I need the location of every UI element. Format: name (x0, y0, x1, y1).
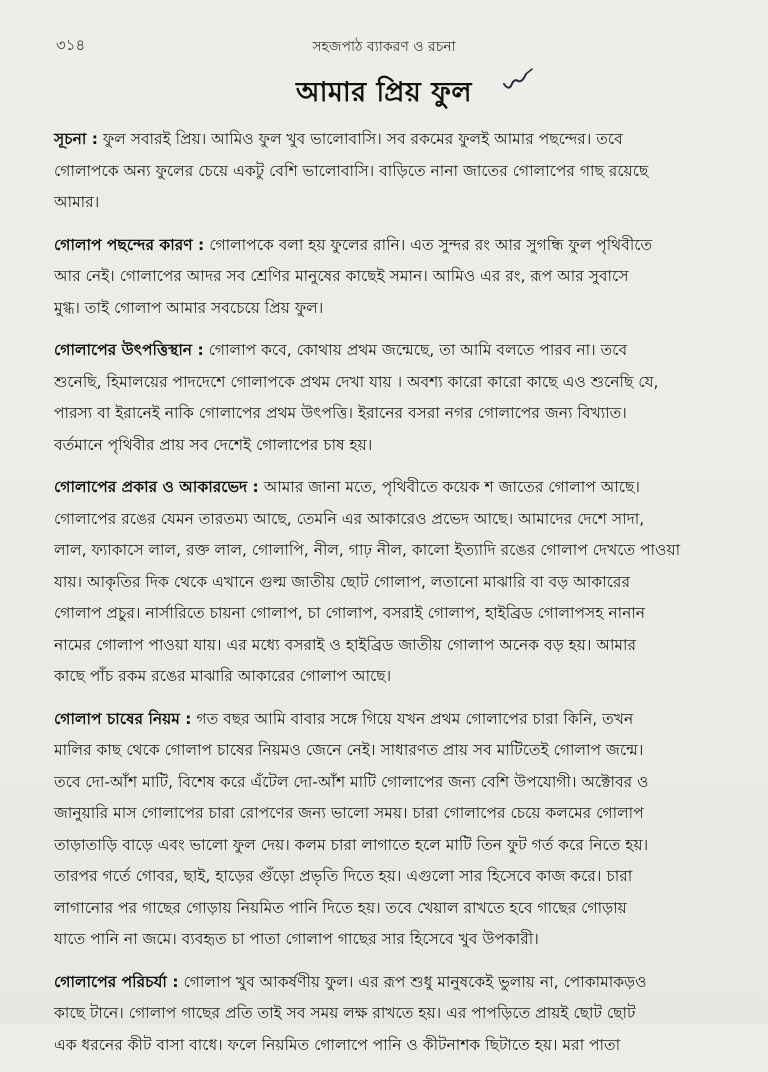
text-line: বর্তমানে পৃথিবীর প্রায় সব দেশেই গোলাপের চাষ হয়। (54, 435, 373, 454)
essay-body (54, 124, 730, 1072)
section-origin (54, 335, 730, 461)
section-heading: গোলাপের প্রকার ও আকারভেদ : (54, 478, 259, 496)
text-line: তবে দো-আঁশ মাটি, বিশেষ করে এঁটেল দো-আঁশ মাটি গোলাপের জন্য বেশি উপযোগী। অক্টোবর ও (54, 772, 649, 791)
text-line: লাল, ফ্যাকাসে লাল, রক্ত লাল, গোলাপি, নীল, গাঢ় নীল, কালো ইত্যাদি রঙের গোলাপ দেখতে পাওয়া (54, 541, 681, 559)
text-line: আমার জানা মতে, পৃথিবীতে কয়েক শ জাতের গোলাপ আছে। (263, 478, 640, 496)
text-line: লাগানোর পর গাছের গোড়ায় নিয়মিত পানি দিতে হয়। তবে খেয়াল রাখতে হবে গাছের গোড়ায় (54, 898, 627, 917)
text-line: মুগ্ধ। তাই গোলাপ আমার সবচেয়ে প্রিয় ফুল। (54, 298, 324, 317)
section-reason (54, 230, 730, 325)
section-heading: গোলাপের পরিচর্যা : (54, 972, 179, 991)
page-number: ৩১৪ (56, 36, 86, 54)
text-line: পারস্য বা ইরানেই নাকি গোলাপের প্রথম উৎপত্তি। ইরানের বসরা নগর গোলাপের জন্য বিখ্যাত। (54, 404, 627, 422)
text-line: যায়। আকৃতির দিক থেকে এখানে গুল্ম জাতীয় ছোট গোলাপ, লতানো মাঝারি বা বড় আকারের (54, 572, 630, 591)
handwritten-tick-icon (498, 66, 538, 96)
text-line: জানুয়ারি মাস গোলাপের চারা রোপণের জন্য ভালো সময়। চারা গোলাপের চেয়ে কলমের গোলাপ (54, 804, 644, 822)
text-line: নামের গোলাপ পাওয়া যায়। এর মধ্যে বসরাই ও হাইব্রিড জাতীয় গোলাপ অনেক বড় হয়। আমার (54, 635, 637, 654)
text-line: আর নেই। গোলাপের আদর সব শ্রেণির মানুষের কাছেই সমান। আমিও এর রং, রূপ আর সুবাসে (54, 267, 629, 285)
section-types (54, 472, 730, 693)
text-line: তারপর গর্তে গোবর, ছাই, হাড়ের গুঁড়ো প্রভৃতি দিতে হয়। এগুলো সার হিসেবে কাজ করে। চারা (54, 867, 633, 885)
text-line: যাতে পানি না জমে। ব্যবহৃত চা পাতা গোলাপ গাছের সার হিসেবে খুব উপকারী। (54, 930, 539, 948)
section-heading: গোলাপ চাষের নিয়ম : (54, 709, 192, 728)
text-line: গোলাপ কবে, কোথায় প্রথম জন্মেছে, তা আমি বলতে পারব না। তবে (208, 341, 628, 359)
text-line: গত বছর আমি বাবার সঙ্গে গিয়ে যখন প্রথম গোলাপের চারা কিনি, তখন (196, 709, 634, 728)
text-line: গোলাপকে অন্য ফুলের চেয়ে একটু বেশি ভালোবাসি। বাড়িতে নানা জাতের গোলাপের গাছ রয়েছে (54, 161, 649, 180)
page-header (0, 34, 768, 58)
text-line: তাড়াতাড়ি বাড়ে এবং ভালো ফুল দেয়। কলম চারা লাগাতে হলে মাটি তিন ফুট গর্ত করে নিতে হয়। (54, 835, 649, 854)
text-line: আমার। (54, 193, 100, 211)
text-line: গোলাপের রঙের যেমন তারতম্য আছে, তেমনি এর আকারেও প্রভেদ আছে। আমাদের দেশে সাদা, (54, 509, 645, 528)
text-line: মালির কাছ থেকে গোলাপ চাষের নিয়মও জেনে নেই। সাধারণত প্রায় সব মাটিতেই গোলাপ জন্মে। (54, 741, 644, 759)
section-heading: সূচনা : (54, 130, 98, 148)
text-line: গোলাপকে বলা হয় ফুলের রানি। এত সুন্দর রং আর সুগন্ধি ফুল পৃথিবীতে (209, 235, 653, 254)
section-introduction (54, 124, 730, 219)
essay-title: আমার প্রিয় ফুল (295, 77, 473, 108)
text-line: শুনেছি, হিমালয়ের পাদদেশে গোলাপকে প্রথম দেখা যায় । অবশ্য কারো কারো কাছে এও শুনেছি যে, (54, 372, 659, 391)
text-line: কাছে পাঁচ রকম রঙের মাঝারি আকারের গোলাপ আছে। (54, 667, 392, 685)
section-heading: গোলাপের উৎপত্তিস্থান : (54, 341, 204, 359)
section-heading: গোলাপ পছন্দের কারণ : (54, 235, 205, 254)
running-title: সহজপাঠ ব্যাকরণ ও রচনা (312, 39, 456, 55)
text-line: গোলাপ প্রচুর। নার্সারিতে চায়না গোলাপ, চা গোলাপ, বসরাই গোলাপ, হাইব্রিড গোলাপসহ নানান (54, 604, 646, 622)
section-cultivation (54, 704, 730, 956)
text-line: ফুল সবারই প্রিয়। আমিও ফুল খুব ভালোবাসি। সব রকমের ফুলই আমার পছন্দের। তবে (102, 130, 623, 148)
text-line: এক ধরনের কীট বাসা বাধে। ফলে নিয়মিত গোলাপে পানি ও কীটনাশক ছিটাতে হয়। মরা পাতা (54, 1035, 621, 1054)
text-line: কাছে টানে। গোলাপ গাছের প্রতি তাই সব সময় লক্ষ রাখতে হয়। এর পাপড়িতে প্রায়ই ছোট ছোট (54, 1004, 636, 1022)
section-care (54, 967, 730, 1062)
text-line: গোলাপ খুব আকর্ষণীয় ফুল। এর রূপ শুধু মানুষকেই ভুলায় না, পোকামাকড়ও (183, 972, 647, 991)
